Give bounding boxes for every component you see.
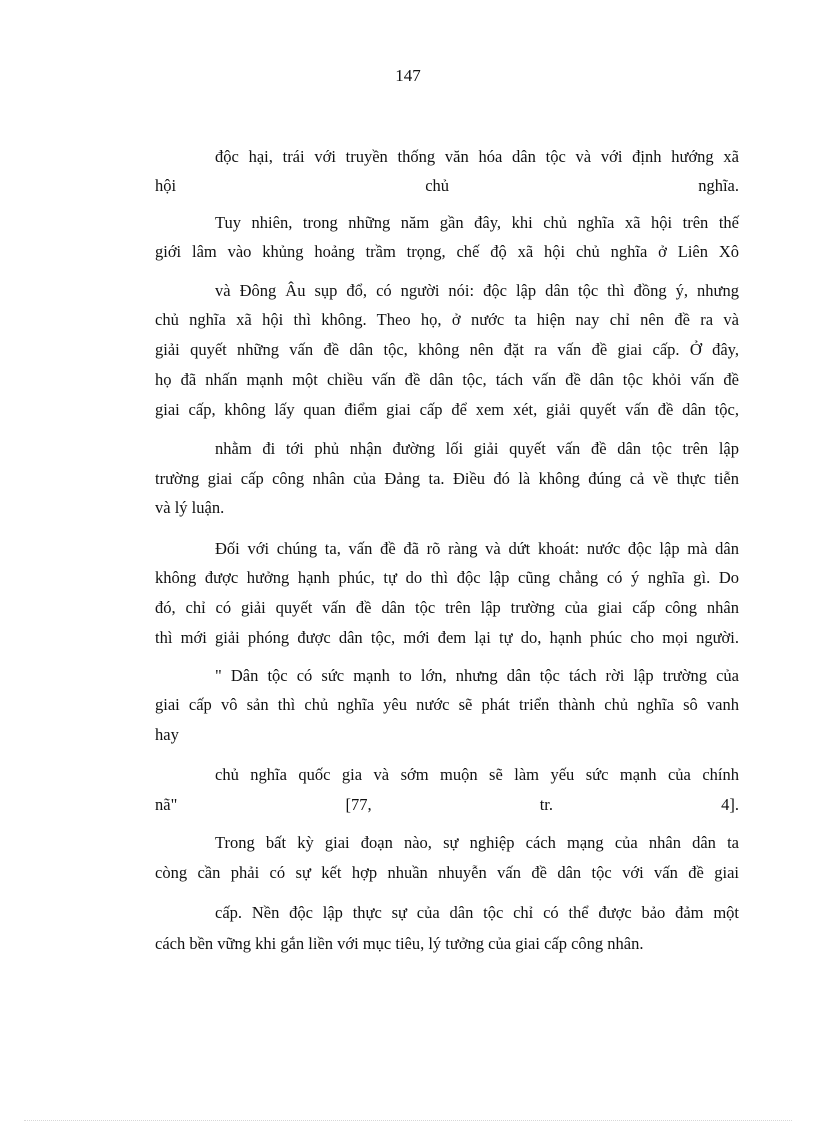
text-line: nhằm đi tới phủ nhận đường lối giải quyết vấn đề dân tộc trên lập [215,439,739,458]
text-line: không được hưởng hạnh phúc, tự do thì độc lập cũng chẳng có ý nghĩa gì. Do [155,568,739,587]
text-line: Tuy nhiên, trong những năm gần đây, khi chủ nghĩa xã hội trên thế [215,213,739,232]
text-line: hội chủ nghĩa. [155,176,739,195]
text-line: nã" [77, tr. 4]. [155,795,739,814]
text-line: Trong bất kỳ giai đoạn nào, sự nghiệp cách mạng của nhân dân ta [215,833,739,852]
text-line: còng cần phải có sự kết hợp nhuần nhuyễn vấn đề dân tộc với vấn đề giai [155,863,739,882]
text-line: cách bền vững khi gắn liền với mục tiêu, lý tưởng của giai cấp công nhân. [155,934,644,953]
text-line: trường giai cấp công nhân của Đảng ta. Điều đó là không đúng cả về thực tiễn [155,469,739,488]
text-line: giới lâm vào khủng hoảng trầm trọng, chế độ xã hội chủ nghĩa ở Liên Xô [155,242,739,261]
text-line: chủ nghĩa quốc gia và sớm muộn sẽ làm yếu sức mạnh của chính [215,765,739,784]
text-line: cấp. Nền độc lập thực sự của dân tộc chỉ có thể được bảo đảm một [215,903,739,922]
text-line: giai cấp vô sản thì chủ nghĩa yêu nước sẽ phát triển thành chủ nghĩa sô vanh [155,695,739,714]
text-line: chủ nghĩa xã hội thì không. Theo họ, ở nước ta hiện nay chỉ nên đề ra và [155,310,739,329]
text-line: độc hại, trái với truyền thống văn hóa dân tộc và với định hướng xã [215,147,739,166]
text-line: giai cấp, không lấy quan điểm giai cấp để xem xét, giải quyết vấn đề dân tộc, [155,400,739,419]
text-line: họ đã nhấn mạnh một chiều vấn đề dân tộc, tách vấn đề dân tộc khỏi vấn đề [155,370,739,389]
text-line: thì mới giải phóng được dân tộc, mới đem lại tự do, hạnh phúc cho mọi người. [155,628,739,647]
text-line: " Dân tộc có sức mạnh to lớn, nhưng dân tộc tách rời lập trường của [215,666,739,685]
text-line: đó, chỉ có giải quyết vấn đề dân tộc trên lập trường của giai cấp công nhân [155,598,739,617]
page-number: 147 [395,66,421,85]
text-line: và Đông Âu sụp đổ, có người nói: độc lập dân tộc thì đồng ý, nhưng [215,281,739,300]
page-bottom-divider [24,1120,792,1121]
text-line: giải quyết những vấn đề dân tộc, không nên đặt ra vấn đề giai cấp. Ở đây, [155,340,739,359]
text-line: hay [155,725,179,744]
text-line: Đối với chúng ta, vấn đề đã rõ ràng và dứt khoát: nước độc lập mà dân [215,539,739,558]
text-line: và lý luận. [155,498,225,517]
